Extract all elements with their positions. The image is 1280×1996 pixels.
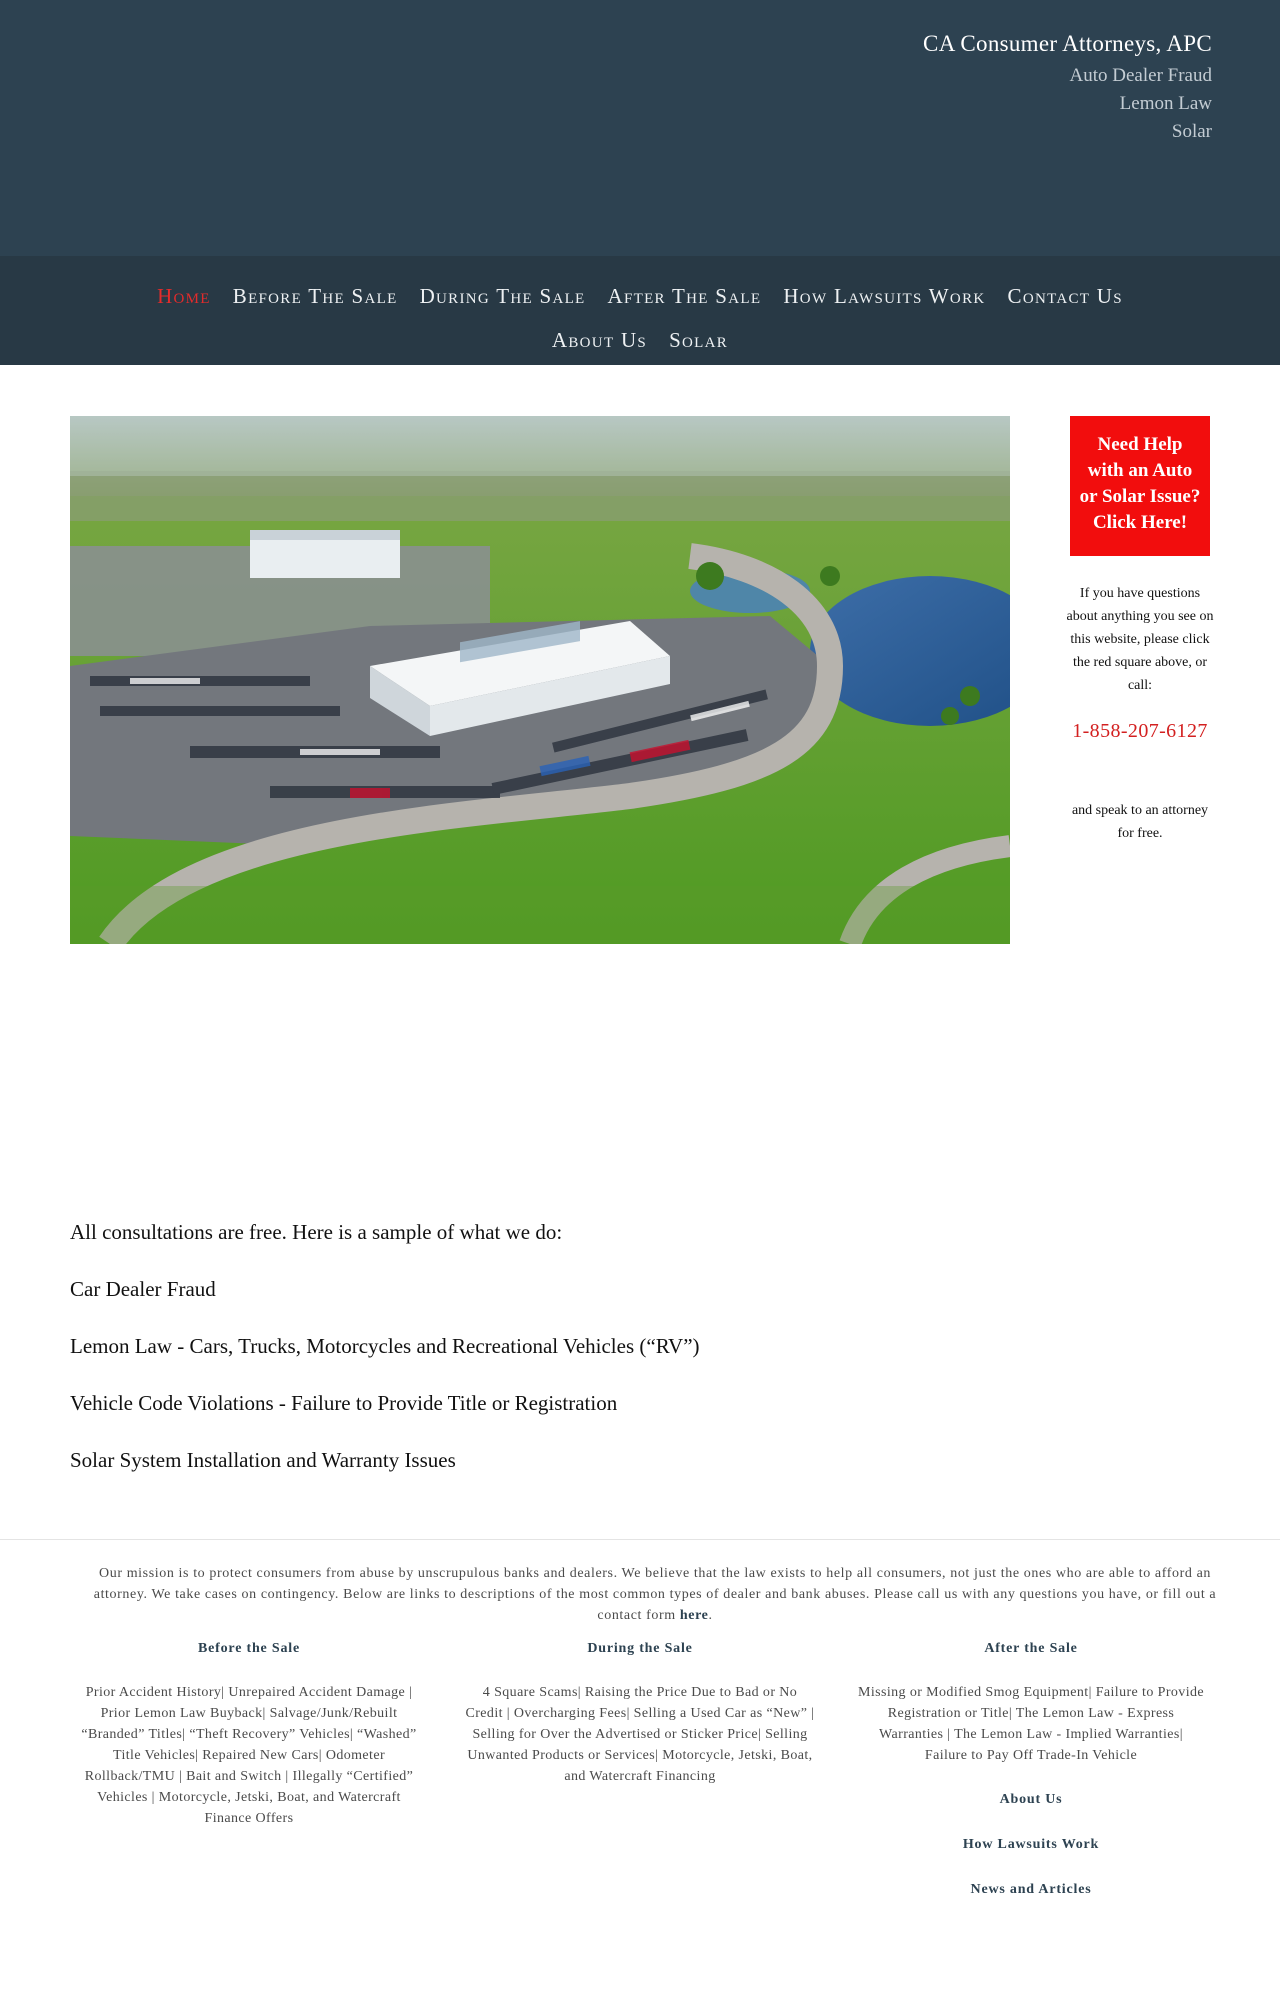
services-section (70, 1218, 970, 1503)
services-intro: All consultations are free. Here is a sample of what we do: (70, 1220, 563, 1244)
header-link-solar[interactable]: Solar (1171, 121, 1212, 142)
sidebar-note: If you have questions about anything you see on this website, please click the red square above, or call: (1066, 586, 1214, 693)
brand-block (923, 26, 1212, 146)
footer-links-before-the-sale[interactable]: Prior Accident History| Unrepaired Accident Damage | Prior Lemon Law Buyback| Salvage/Junk/Rebuilt “Branded” Titles| “Theft Recovery” Vehicles| “Washed” Title Vehicles| Repaired New Cars| Odometer Rollback/TMU | Bait and Switch | Illegally “Certified” Vehicles | Motorcycle, Jetski, Boat, and Watercraft Finance Offers (81, 1685, 417, 1826)
footer-heading-during-the-sale[interactable]: During the Sale (587, 1641, 693, 1656)
nav-row-primary (0, 284, 1280, 309)
cta-line-4: Click Here! (1092, 512, 1188, 533)
footer-column-during (465, 1638, 815, 1787)
nav-item-solar[interactable]: Solar (669, 328, 729, 352)
footer-link-news-and-articles[interactable]: News and Articles (970, 1882, 1092, 1897)
nav-item-before-the-sale[interactable]: Before The Sale (232, 284, 398, 308)
site-header (0, 0, 1280, 256)
footer-heading-before-the-sale[interactable]: Before the Sale (198, 1641, 300, 1656)
mission-statement (90, 1563, 1220, 1626)
contact-form-link[interactable]: here (679, 1608, 709, 1623)
nav-item-about-us[interactable]: About Us (551, 328, 648, 352)
header-link-lemon-law[interactable]: Lemon Law (1119, 93, 1212, 114)
footer-links-after-the-sale[interactable]: Missing or Modified Smog Equipment| Failure to Provide Registration or Title| The Lemon Law - Express Warranties | The Lemon Law - Implied Warranties| Failure to Pay Off Trade-In Vehicle (858, 1685, 1204, 1763)
phone-number-link[interactable]: 1-858-207-6127 (1072, 720, 1208, 742)
footer-divider (0, 1539, 1280, 1540)
main-navigation (0, 256, 1280, 365)
cta-line-3: or Solar Issue? (1079, 486, 1201, 507)
header-link-auto-dealer-fraud[interactable]: Auto Dealer Fraud (1069, 65, 1212, 86)
service-item: Vehicle Code Violations - Failure to Provide Title or Registration (70, 1391, 618, 1415)
nav-item-home[interactable]: Home (157, 284, 211, 308)
service-item: Lemon Law - Cars, Trucks, Motorcycles and Recreational Vehicles (“RV”) (70, 1334, 700, 1358)
nav-item-how-lawsuits-work[interactable]: How Lawsuits Work (783, 284, 986, 308)
mission-end: . (708, 1608, 713, 1623)
footer-links-during-the-sale[interactable]: 4 Square Scams| Raising the Price Due to Bad or No Credit | Overcharging Fees| Selling a Used Car as “New” | Selling for Over the Advertised or Sticker Price| Selling Unwanted Products or Services| Motorcycle, Jetski, Boat, and Watercraft Financing (465, 1685, 815, 1784)
footer-link-about-us[interactable]: About Us (999, 1792, 1063, 1807)
nav-item-after-the-sale[interactable]: After The Sale (607, 284, 762, 308)
need-help-cta-button[interactable] (1070, 416, 1210, 556)
footer-column-before (74, 1638, 424, 1829)
cta-line-1: Need Help (1097, 434, 1183, 455)
cta-line-2: with an Auto (1087, 460, 1193, 481)
service-item: Solar System Installation and Warranty Issues (70, 1448, 456, 1472)
footer-column-after (856, 1638, 1206, 1901)
hero-image (70, 416, 1010, 944)
aerial-dealership-illustration (70, 416, 1010, 944)
site-title[interactable]: CA Consumer Attorneys, APC (923, 31, 1212, 56)
service-item: Car Dealer Fraud (70, 1277, 216, 1301)
footer-link-how-lawsuits-work[interactable]: How Lawsuits Work (962, 1837, 1100, 1852)
footer-heading-after-the-sale[interactable]: After the Sale (984, 1641, 1078, 1656)
nav-item-contact-us[interactable]: Contact Us (1007, 284, 1123, 308)
nav-row-secondary (0, 328, 1280, 353)
mission-text: Our mission is to protect consumers from abuse by unscrupulous banks and dealers. We believe that the law exists to help all consumers, not just the ones who are able to afford an attorney. We take cases on contingency. Below are links to descriptions of the most common types of dealer and bank abuses. Please call us with any questions you have, or fill out a contact form (93, 1566, 1217, 1623)
sidebar-note-free: and speak to an attorney for free. (1071, 803, 1209, 841)
nav-item-during-the-sale[interactable]: During The Sale (419, 284, 586, 308)
